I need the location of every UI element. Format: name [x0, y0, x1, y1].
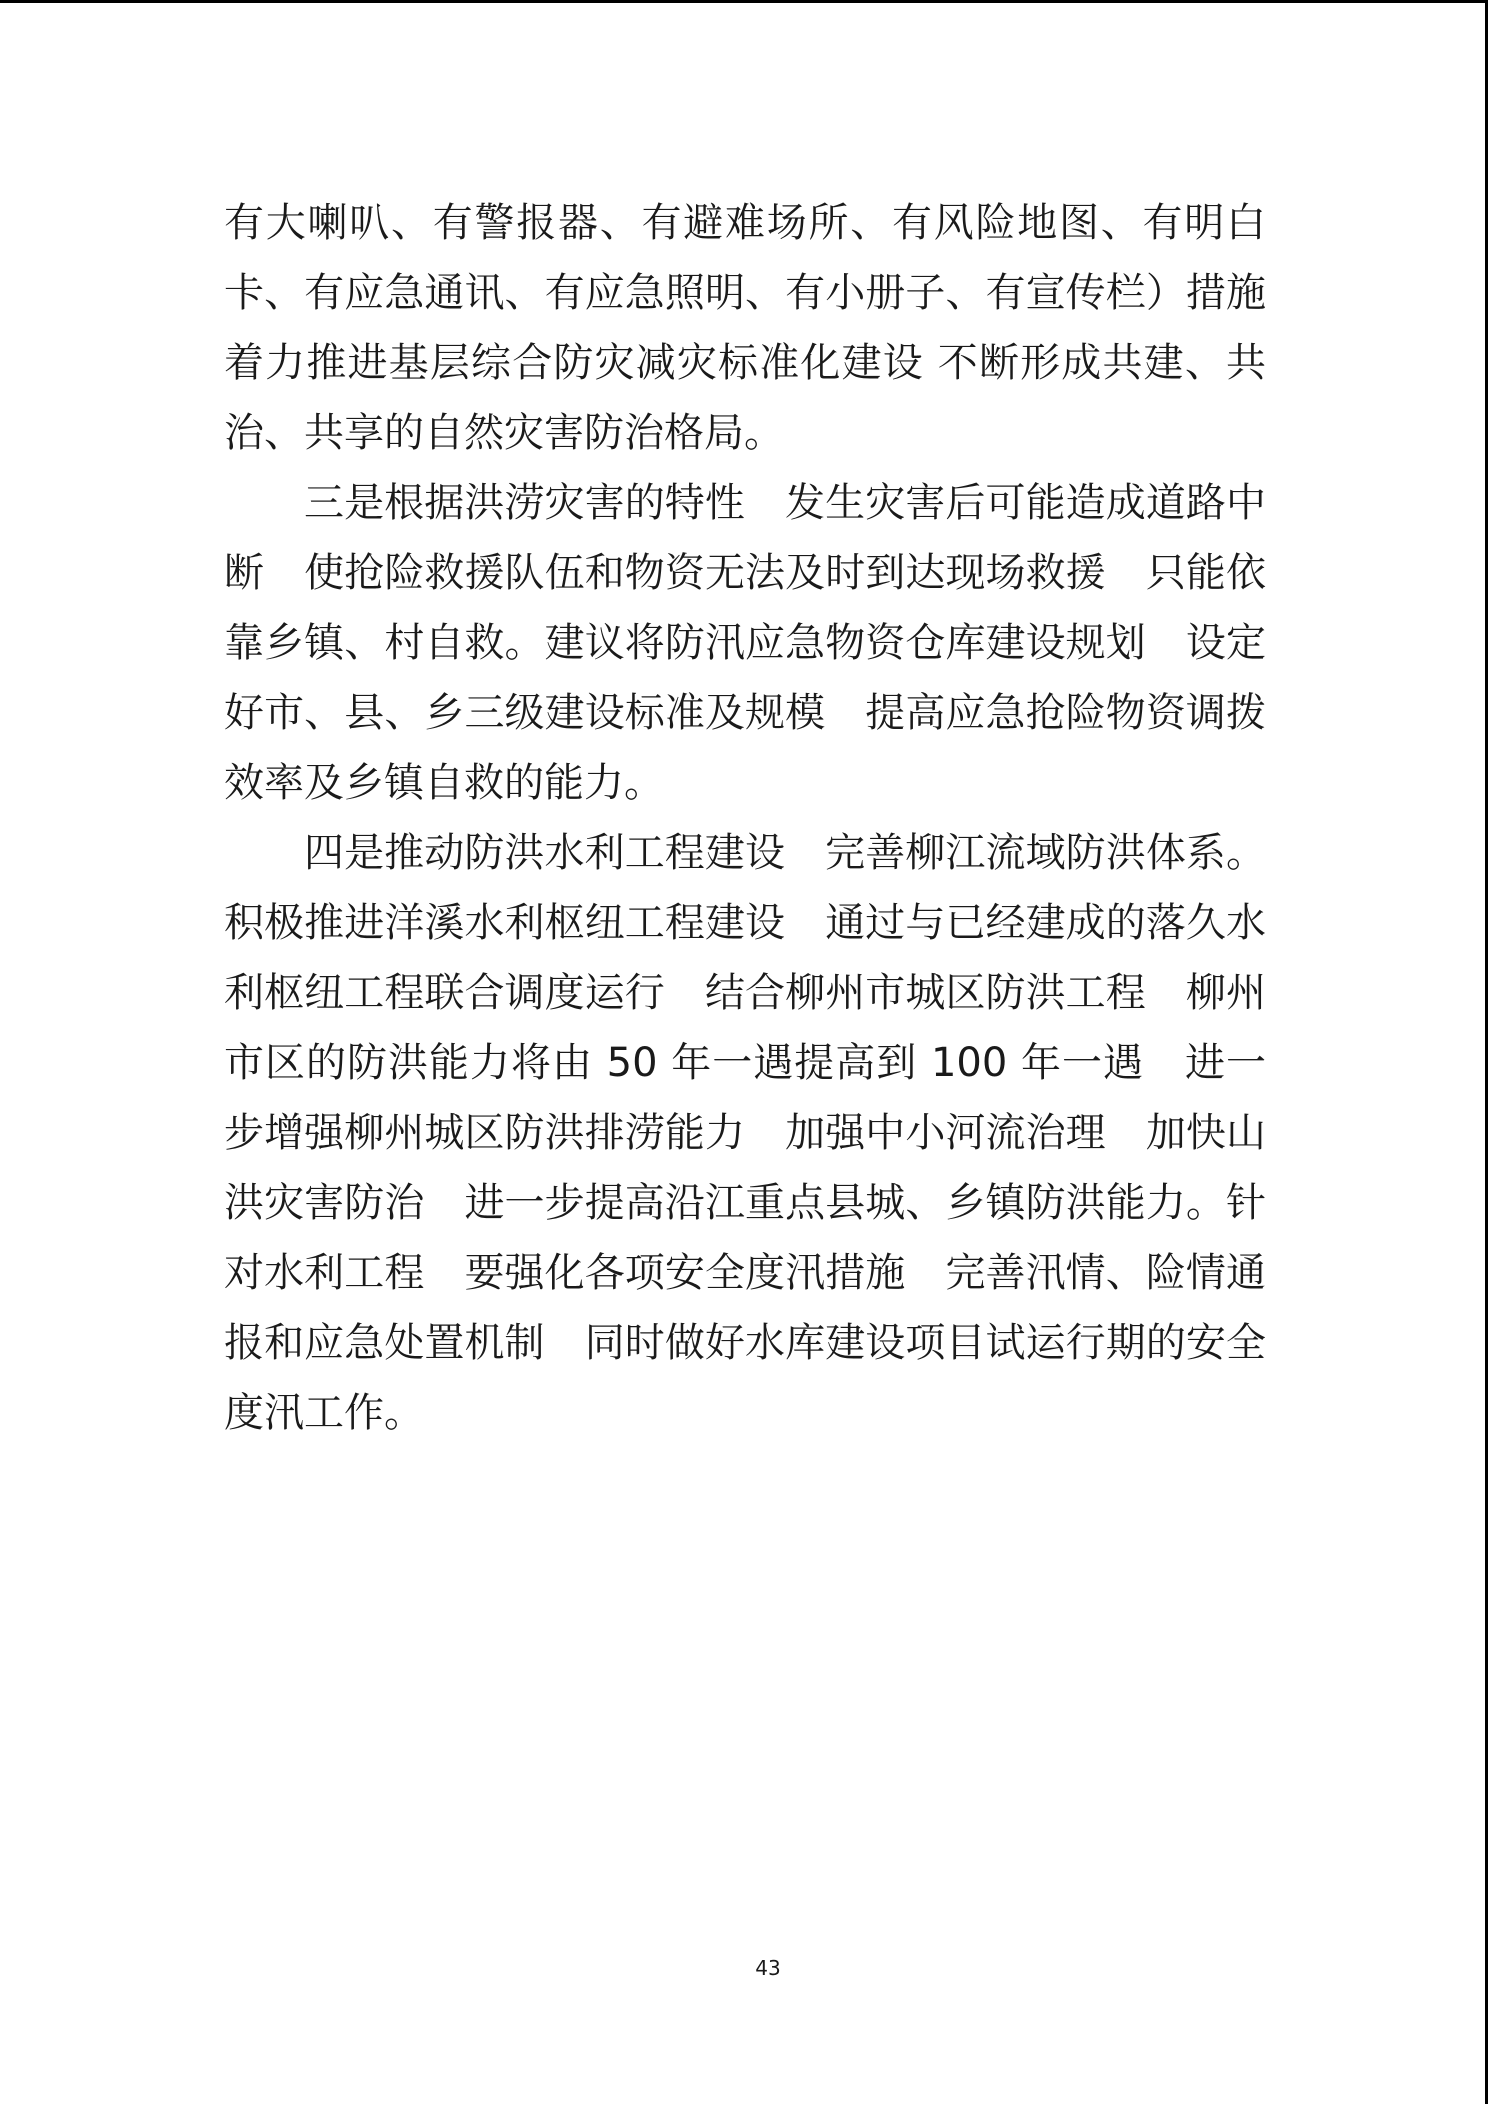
- page-top-border: [0, 0, 1488, 3]
- page-number: 43: [755, 1956, 781, 1980]
- document-body: [224, 188, 1306, 1448]
- paragraph-2: 三是根据洪涝灾害的特性 发生灾害后可能造成道路中断 使抢险救援队伍和物资无法及时到达现场救援 只能依靠乡镇、村自救。建议将防汛应急物资仓库建设规划 设定好市、县、乡三级建设标准及规模 提高应急抢险物资调拨效率及乡镇自救的能力。: [224, 480, 1266, 806]
- paragraph-1: 有大喇叭、有警报器、有避难场所、有风险地图、有明白卡、有应急通讯、有应急照明、有小册子、有宣传栏）措施 着力推进基层综合防灾减灾标准化建设 不断形成共建、共治、共享的自然灾害防治格局。: [224, 200, 1306, 456]
- paragraph-3: 四是推动防洪水利工程建设 完善柳江流域防洪体系。积极推进洋溪水利枢纽工程建设 通过与已经建成的落久水利枢纽工程联合调度运行 结合柳州市城区防洪工程 柳州市区的防洪能力将由 50 年一遇提高到 100 年一遇 进一步增强柳州城区防洪排涝能力 加强中小河流治理 加快山洪灾害防治 进一步提高沿江重点县城、乡镇防洪能力。针对水利工程 要强化各项安全度汛措施 完善汛情、险情通报和应急处置机制 同时做好水库建设项目试运行期的安全度汛工作。: [224, 830, 1266, 1436]
